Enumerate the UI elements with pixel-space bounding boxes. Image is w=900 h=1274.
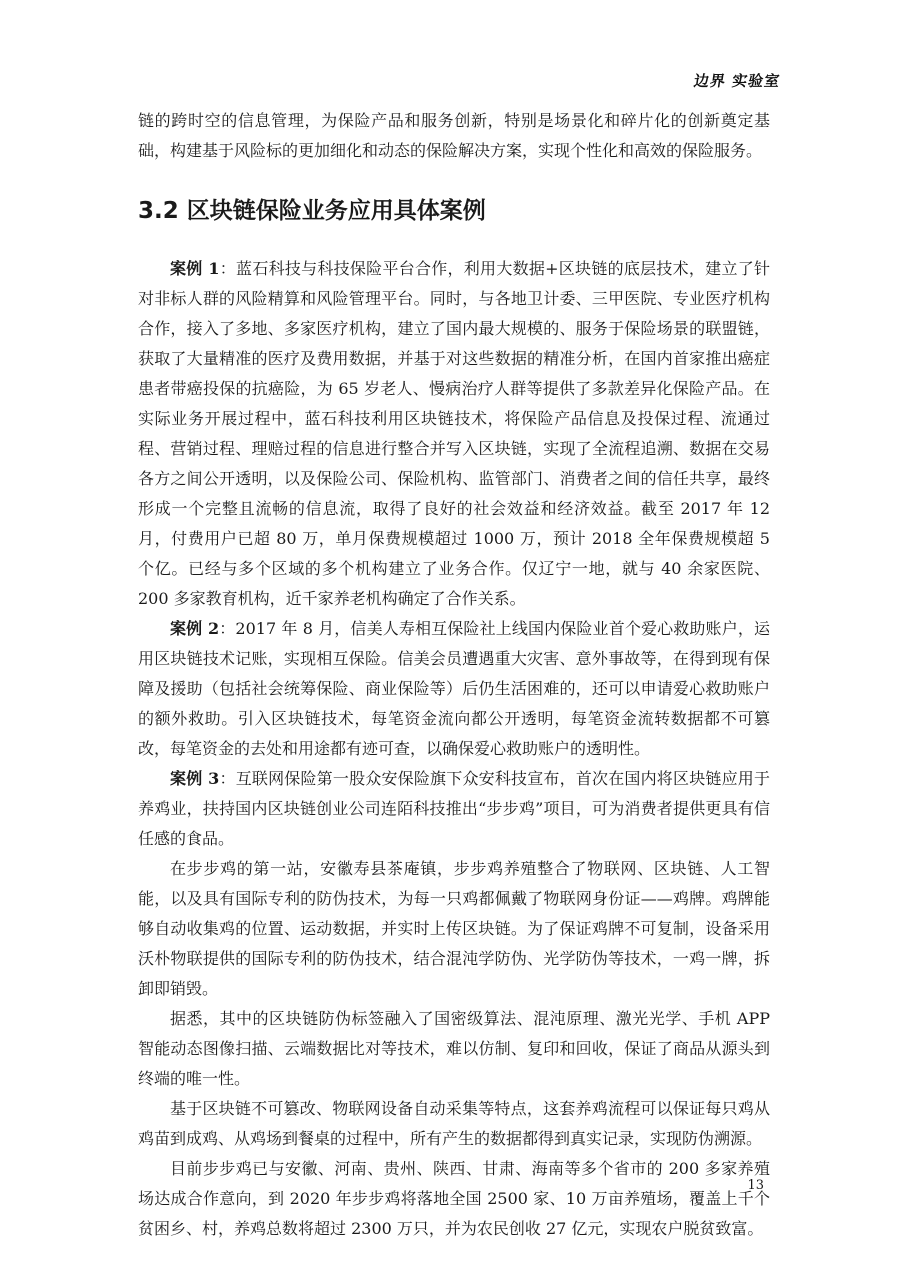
body-paragraph: 目前步步鸡已与安徽、河南、贵州、陕西、甘肃、海南等多个省市的 200 多家养殖场达成合作意向，到 2020 年步步鸡将落地全国 2500 家、10 万亩养殖场，覆盖上千个贫困乡、村，养鸡总数将超过 2300 万只，并为农民创收 27 亿元，实现农户脱贫致富。: [138, 1159, 770, 1238]
body-paragraph: 据悉，其中的区块链防伪标签融入了国密级算法、混沌原理、激光光学、手机 APP 智能动态图像扫描、云端数据比对等技术，难以仿制、复印和回收，保证了商品从源头到终端的唯一性。: [138, 1009, 770, 1088]
case-label-3: 案例 3: [170, 769, 220, 788]
case-label-2: 案例 2: [170, 619, 220, 638]
publisher-logo: 边界 实验室: [692, 72, 782, 90]
case-paragraph-3: [138, 764, 770, 854]
case-text-1: ：蓝石科技与科技保险平台合作，利用大数据+区块链的底层技术，建立了针对非标人群的风险精算和风险管理平台。同时，与各地卫计委、三甲医院、专业医疗机构合作，接入了多地、多家医疗机构，建立了国内最大规模的、服务于保险场景的联盟链，获取了大量精准的医疗及费用数据，并基于对这些数据的精准分析，在国内首家推出癌症患者带癌投保的抗癌险，为 65 岁老人、慢病治疗人群等提供了多款差异化保险产品。在实际业务开展过程中，蓝石科技利用区块链技术，将保险产品信息及投保过程、流通过程、营销过程、理赔过程的信息进行整合并写入区块链，实现了全流程追溯、数据在交易各方之间公开透明，以及保险公司、保险机构、监管部门、消费者之间的信任共享，最终形成一个完整且流畅的信息流，取得了良好的社会效益和经济效益。截至 2017 年 12 月，付费用户已超 80 万，单月保费规模超过 1000 万，预计 2018 全年保费规模超 5 个亿。已经与多个区域的多个机构建立了业务合作。仅辽宁一地，就与 40 余家医院、200 多家教育机构，近千家养老机构确定了合作关系。: [138, 259, 770, 608]
case-paragraph-2: [138, 614, 770, 764]
case-text-3: ：互联网保险第一股众安保险旗下众安科技宣布，首次在国内将区块链应用于养鸡业，扶持国内区块链创业公司连陌科技推出“步步鸡”项目，可为消费者提供更具有信任感的食品。: [138, 769, 770, 848]
section-title: 3.2 区块链保险业务应用具体案例: [138, 198, 486, 224]
case-paragraph-1: [138, 254, 770, 614]
page-content: [138, 106, 770, 1244]
page-number: 13: [747, 1178, 764, 1193]
body-paragraph: 在步步鸡的第一站，安徽寿县茶庵镇，步步鸡养殖整合了物联网、区块链、人工智能，以及具有国际专利的防伪技术，为每一只鸡都佩戴了物联网身份证——鸡牌。鸡牌能够自动收集鸡的位置、运动数据，并实时上传区块链。为了保证鸡牌不可复制，设备采用沃朴物联提供的国际专利的防伪技术，结合混沌学防伪、光学防伪等技术，一鸡一牌，拆卸即销毁。: [138, 859, 770, 998]
case-label-1: 案例 1: [170, 259, 220, 278]
body-paragraph: 基于区块链不可篡改、物联网设备自动采集等特点，这套养鸡流程可以保证每只鸡从鸡苗到成鸡、从鸡场到餐桌的过程中，所有产生的数据都得到真实记录，实现防伪溯源。: [138, 1099, 770, 1148]
case-text-2: ：2017 年 8 月，信美人寿相互保险社上线国内保险业首个爱心救助账户，运用区块链技术记账，实现相互保险。信美会员遭遇重大灾害、意外事故等，在得到现有保障及援助（包括社会统筹保险、商业保险等）后仍生活困难的，还可以申请爱心救助账户的额外救助。引入区块链技术，每笔资金流向都公开透明，每笔资金流转数据都不可篡改，每笔资金的去处和用途都有迹可查，以确保爱心救助账户的透明性。: [138, 619, 770, 758]
intro-paragraph: 链的跨时空的信息管理，为保险产品和服务创新，特别是场景化和碎片化的创新奠定基础，构建基于风险标的更加细化和动态的保险解决方案，实现个性化和高效的保险服务。: [138, 111, 770, 160]
